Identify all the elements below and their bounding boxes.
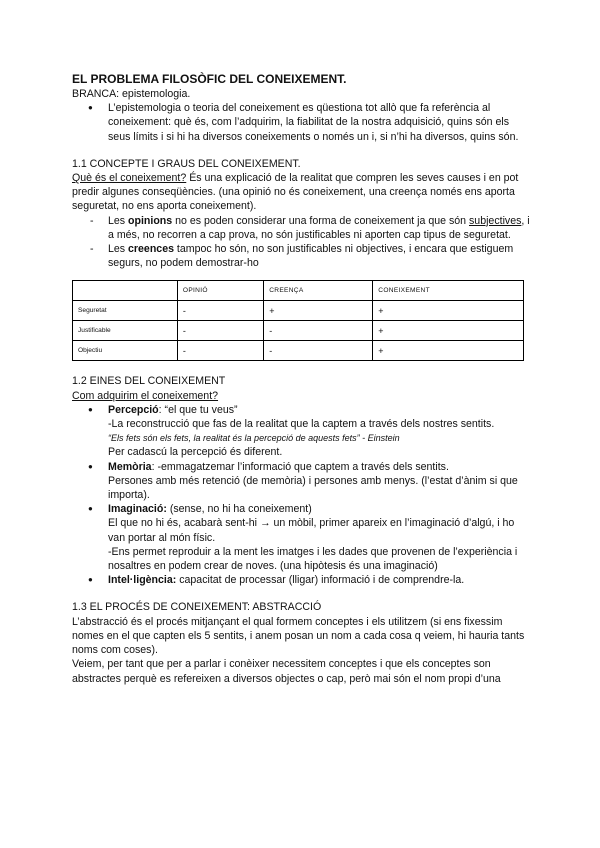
table-cell: - — [177, 321, 263, 341]
section-1-dash-list — [72, 214, 532, 271]
table-cell: + — [373, 321, 524, 341]
section-3-paragraph-1: L’abstracció és el procés mitjançant el qual formem conceptes i els utilitzem (si ens fixessim nomes en el que capten els 5 sentits, i anem posan un nom a cada cosa q veiem, hi hauria tants noms com coses). — [72, 615, 525, 657]
memoria-item — [72, 460, 532, 503]
intelligencia-rest: capacitat de processar (lligar) informació i de comprendre-la. — [176, 574, 465, 587]
document-body — [72, 72, 532, 686]
creences-item — [72, 242, 532, 270]
memoria-rest: : -emmagatzemar l’informació que captem a través dels sentits. — [151, 460, 449, 473]
percepcio-item — [72, 403, 532, 460]
table-cell: - — [177, 301, 263, 321]
table-row-label: Seguretat — [73, 301, 178, 321]
percepcio-label: Percepció — [108, 403, 159, 416]
opinions-bold: opinions — [128, 214, 173, 227]
imaginacio-rest: (sense, no hi ha coneixement) — [166, 503, 312, 516]
knowledge-comparison-table — [72, 280, 524, 361]
table-row-label: Objectiu — [73, 341, 178, 361]
table-header-cell: CONEIXEMENT — [373, 281, 524, 301]
memoria-label: Memòria — [108, 460, 152, 473]
intelligencia-label: Intel·ligència: — [108, 574, 177, 587]
imaginacio-line-1: El que no hi és, acabarà sent-hi → un mòbil, primer apareix en l’imaginació d’algú, i ho van portar al món físic. — [108, 517, 515, 544]
table-cell: - — [264, 321, 373, 341]
document-title: EL PROBLEMA FILOSÒFIC DEL CONEIXEMENT. — [72, 72, 347, 86]
creences-post: tampoc ho són, no son justificables ni objectives, i encara que estiguem segurs, no podem demostrar-ho — [108, 243, 514, 270]
section-1-heading: 1.1 CONCEPTE I GRAUS DEL CONEIXEMENT. — [72, 157, 301, 170]
table-row — [73, 341, 524, 361]
branca-line: BRANCA: epistemologia. — [72, 88, 191, 100]
opinions-mid: no es poden considerar una forma de coneixement ja que són — [172, 214, 469, 227]
table-cell: - — [264, 341, 373, 361]
opinions-pre: Les — [108, 214, 129, 227]
percepcio-rest: : “el que tu veus” — [158, 403, 238, 416]
intro-list — [72, 101, 532, 144]
creences-pre: Les — [108, 243, 129, 256]
imaginacio-item — [72, 502, 532, 573]
section-2-heading: 1.2 EINES DEL CONEIXEMENT — [72, 375, 226, 388]
opinions-post: , i a més, no recorren a cap prova, no són justificables ni aporten cap tipus de seguretat. — [108, 214, 530, 241]
table-header-cell: CREENÇA — [264, 281, 373, 301]
creences-bold: creences — [128, 243, 174, 256]
table-cell: + — [373, 341, 524, 361]
table-header-cell: OPINIÓ — [177, 281, 263, 301]
question-text: Què és el coneixement? — [72, 172, 187, 185]
answer-text: És una explicació de la realitat que compren les seves causes i en pot predir algunes conseqüències. (una opinió no és coneixement, una creença només ens aporta seguretat, no ens aporta coneixement). — [72, 172, 519, 213]
section-3-paragraph-2: Veiem, per tant que per a parlar i conèixer necessitem conceptes i que els conceptes son abstractes perquè es refereixen a diversos objectes o cap, però mai són el nom propi d’una — [72, 658, 501, 685]
section-1-definition — [72, 171, 532, 214]
table-cell: + — [264, 301, 373, 321]
table-cell: - — [177, 341, 263, 361]
imaginacio-line-2: -Ens permet reproduir a la ment les imatges i les dades que provenen de l’experiència i nosaltres en podem crear de noves. (una hipòtesis és una imaginació) — [108, 545, 518, 573]
opinions-underlined: subjectives — [469, 214, 522, 227]
section-3-heading: 1.3 EL PROCÉS DE CONEIXEMENT: ABSTRACCIÓ — [72, 601, 322, 614]
memoria-line-1: Persones amb més retenció (de memòria) i persones amb menys. (l’estat d’ànim si que importa). — [108, 474, 518, 502]
einstein-quote: “Els fets són els fets, la realitat és la percepció de aquests fets” - Einstein — [108, 433, 400, 444]
percepcio-line-1: -La reconstrucció que fas de la realitat que la captem a través dels nostres sentits. — [108, 418, 495, 431]
table-row — [73, 301, 524, 321]
table-cell: + — [373, 301, 524, 321]
percepcio-line-2: Per cadascú la percepció és diferent. — [108, 446, 283, 459]
table-header-cell — [73, 281, 178, 301]
table-row — [73, 321, 524, 341]
opinions-item — [72, 214, 532, 242]
table-row-label: Justificable — [73, 321, 178, 341]
table-header-row — [73, 281, 524, 301]
intro-bullet: ● L’epistemologia o teoria del coneixement es qüestiona tot allò que fa referència al coneixement: què és, com l’adquirim, la fiabilitat de la nostra adquisició, quins són els seus límits i si hi ha diversos coneixements o només un i, si n’hi ha diversos, quins són. — [72, 101, 532, 144]
imaginacio-label: Imaginació: — [108, 503, 167, 516]
intelligencia-item — [72, 573, 532, 587]
tools-list — [72, 403, 532, 588]
section-2-subheading: Com adquirim el coneixement? — [72, 389, 219, 402]
